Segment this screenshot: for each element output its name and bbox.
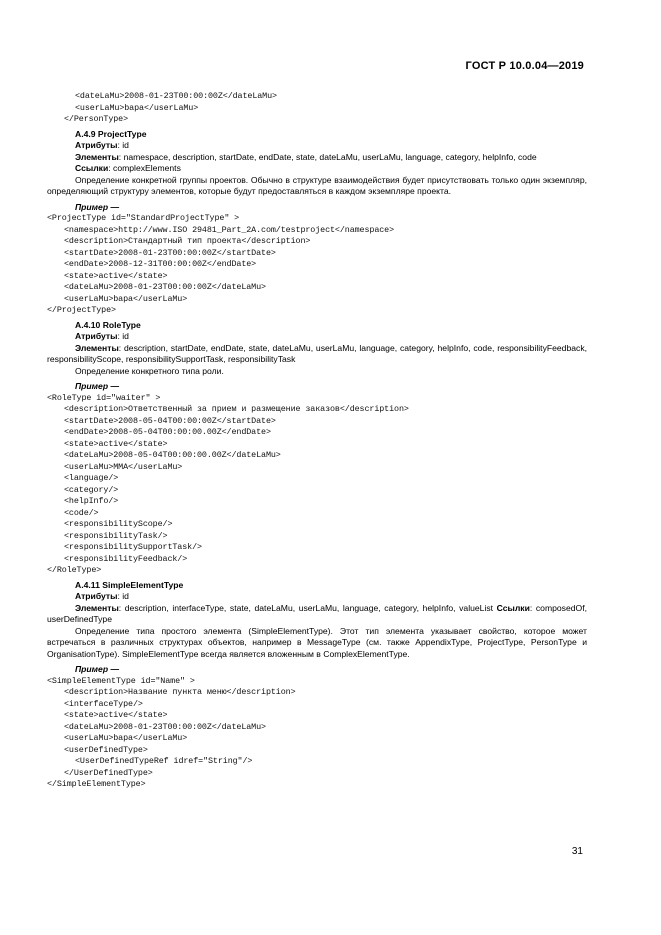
page-number: 31 <box>571 846 583 857</box>
example-label: Пример — <box>75 381 120 391</box>
code-line: <userDefinedType> <box>64 744 148 755</box>
code-line: <userLaMu>bapa</userLaMu> <box>75 102 199 113</box>
code-line: <responsibilityFeedback/> <box>64 553 188 564</box>
code-line: <namespace>http://www.ISO 29481_Part_2A.com/testproject</namespace> <box>64 224 395 235</box>
attributes-value: : id <box>117 591 129 601</box>
attributes-value: : id <box>117 140 129 150</box>
code-line: <state>active</state> <box>64 710 168 720</box>
description-paragraph: Определение конкретного типа роли. <box>75 365 224 376</box>
code-line: <responsibilityTask/> <box>64 530 168 541</box>
code-line: <dateLaMu>2008-01-23T00:00:00Z</dateLaMu> <box>75 91 277 101</box>
references-label: Ссылки <box>75 163 109 173</box>
code-line: <endDate>2008-05-04T00:00:00.00Z</endDate> <box>64 427 271 437</box>
description-paragraph: Определение типа простого элемента (SimpleElementType). Этот тип элемента указывает свойство, которое может встречаться в различных структурах объектов, например в MessageType (см. также AppendixType, ProjectType, PersonType и OrganisationType). SimpleElementType всегда является вложенным в ComplexElementType. <box>47 625 587 659</box>
references-label: Ссылки <box>496 602 530 613</box>
attributes-line <box>47 331 587 343</box>
code-line: <description>Ответственный за прием и размещение заказов</description> <box>64 404 409 414</box>
code-line: <state>active</state> <box>64 438 168 449</box>
code-line: <startDate>2008-05-04T00:00:00Z</startDate> <box>64 415 276 426</box>
code-line: <startDate>2008-01-23T00:00:00Z</startDate> <box>64 247 276 258</box>
document-header: ГОСТ Р 10.0.04—2019 <box>465 60 584 72</box>
attributes-value: : id <box>117 331 129 341</box>
section-heading: A.4.9 ProjectType <box>75 128 147 139</box>
code-line: <helpInfo/> <box>64 496 119 506</box>
elements-value: : description, interfaceType, state, dateLaMu, userLaMu, language, category, helpInfo, valueList <box>118 602 497 613</box>
elements-label: Элементы <box>75 342 119 353</box>
example-label: Пример — <box>75 201 120 212</box>
code-line: <code/> <box>64 507 99 518</box>
code-line: <SimpleElementType id="Name" > <box>47 675 195 686</box>
code-line: </RoleType> <box>47 565 102 575</box>
references-line <box>47 163 587 175</box>
code-line: <UserDefinedTypeRef idref="String"/> <box>75 756 253 766</box>
references-value: : complexElements <box>108 163 181 173</box>
code-line: <dateLaMu>2008-01-23T00:00:00Z</dateLaMu> <box>64 721 266 732</box>
code-line: <interfaceType/> <box>64 698 143 709</box>
elements-label: Элементы <box>75 602 119 613</box>
code-line: <category/> <box>64 484 119 495</box>
elements-paragraph <box>47 603 587 626</box>
attributes-label: Атрибуты <box>75 591 118 601</box>
section-heading: A.4.11 SimpleElementType <box>75 579 184 590</box>
code-line: </SimpleElementType> <box>47 779 146 789</box>
code-line: </UserDefinedType> <box>64 767 153 778</box>
attributes-line <box>47 140 587 152</box>
section-heading: A.4.10 RoleType <box>75 319 141 330</box>
code-line: <userLaMu>bapa</userLaMu> <box>64 293 188 304</box>
code-line: <description>Стандартный тип проекта</description> <box>64 236 311 246</box>
attributes-label: Атрибуты <box>75 140 118 150</box>
example-label: Пример — <box>75 664 120 674</box>
code-line: <dateLaMu>2008-05-04T00:00:00.00Z</dateLaMu> <box>64 450 281 460</box>
attributes-label: Атрибуты <box>75 331 118 341</box>
code-line: <endDate>2008-12-31T00:00:00Z</endDate> <box>64 259 257 269</box>
code-line: <userLaMu>bapa</userLaMu> <box>64 733 188 743</box>
code-line: </ProjectType> <box>47 305 116 315</box>
description-paragraph: Определение конкретной группы проектов. Обычно в структуре взаимодействия будет присутствовать только один экземпляр, определяющий структуру элементов, которые будут предоставляться в каждом экземпляре проекта. <box>47 174 587 196</box>
references-value: : composedOf, userDefinedType <box>47 602 587 624</box>
code-line: <ProjectType id="StandardProjectType" > <box>47 213 240 223</box>
page-content <box>47 91 587 791</box>
elements-paragraph <box>47 343 587 366</box>
code-line: <responsibilityScope/> <box>64 519 173 529</box>
code-line: <RoleType id="waiter" > <box>47 392 161 403</box>
code-line: <userLaMu>MMA</userLaMu> <box>64 461 183 472</box>
code-line: <description>Название пункта меню</description> <box>64 687 296 697</box>
code-line: <responsibilitySupportTask/> <box>64 542 202 552</box>
elements-label: Элементы <box>75 151 119 162</box>
code-line: <language/> <box>64 473 119 483</box>
code-line: </PersonType> <box>64 114 129 124</box>
elements-value: : namespace, description, startDate, endDate, state, dateLaMu, userLaMu, language, category, helpInfo, code <box>118 151 537 162</box>
attributes-line <box>47 591 587 603</box>
elements-line <box>47 152 587 164</box>
code-line: <state>active</state> <box>64 270 168 281</box>
code-line: <dateLaMu>2008-01-23T00:00:00Z</dateLaMu> <box>64 282 266 292</box>
elements-value: : description, startDate, endDate, state, dateLaMu, userLaMu, language, category, helpInfo, code, responsibilityFeedback, responsibilityScope, responsibilitySupportTask, responsibilityTask <box>47 342 587 364</box>
